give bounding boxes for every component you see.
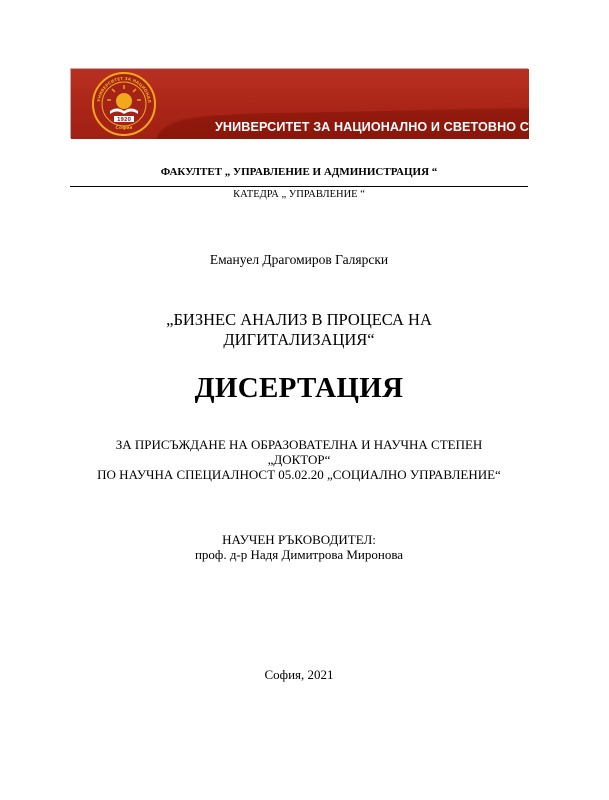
supervisor-name: проф. д-р Надя Димитрова Миронова xyxy=(194,547,404,562)
svg-text:УНИВЕРСИТЕТ ЗА НАЦИОНАЛНО И СВ: УНИВЕРСИТЕТ ЗА НАЦИОНАЛ xyxy=(96,75,153,104)
university-banner xyxy=(70,68,609,138)
document-type-heading: ДИСЕРТАЦИЯ xyxy=(194,372,404,404)
faculty-name: ФАКУЛТЕТ „ УПРАВЛЕНИЕ И АДМИНИСТРАЦИЯ “ xyxy=(160,166,438,178)
degree-line-1: ЗА ПРИСЪЖДАНЕ НА ОБРАЗОВАТЕЛНА И НАУЧНА СТЕПЕН xyxy=(115,437,483,452)
place-and-year: София, 2021 xyxy=(264,667,334,682)
svg-text:София: София xyxy=(115,126,133,131)
degree-line-3: ПО НАУЧНА СПЕЦИАЛНОСТ 05.02.20 „СОЦИАЛНО УПРАВЛЕНИЕ“ xyxy=(97,467,501,482)
degree-line-2: „ДОКТОР“ xyxy=(267,452,331,467)
thesis-title-line-2: ДИГИТАЛИЗАЦИЯ“ xyxy=(223,330,375,349)
university-seal-icon xyxy=(91,71,157,137)
department-name: КАТЕДРА „ УПРАВЛЕНИЕ “ xyxy=(233,189,365,200)
svg-text:1920: 1920 xyxy=(117,117,131,123)
header-divider xyxy=(70,186,528,187)
author-name: Емануел Драгомиров Галярски xyxy=(209,252,389,267)
supervisor-label: НАУЧЕН РЪКОВОДИТЕЛ: xyxy=(222,532,376,547)
thesis-title-line-1: „БИЗНЕС АНАЛИЗ В ПРОЦЕСА НА xyxy=(166,310,432,329)
university-name: УНИВЕРСИТЕТ ЗА НАЦИОНАЛНО И СВЕТОВНО СТОПАНСТВО xyxy=(215,120,609,134)
